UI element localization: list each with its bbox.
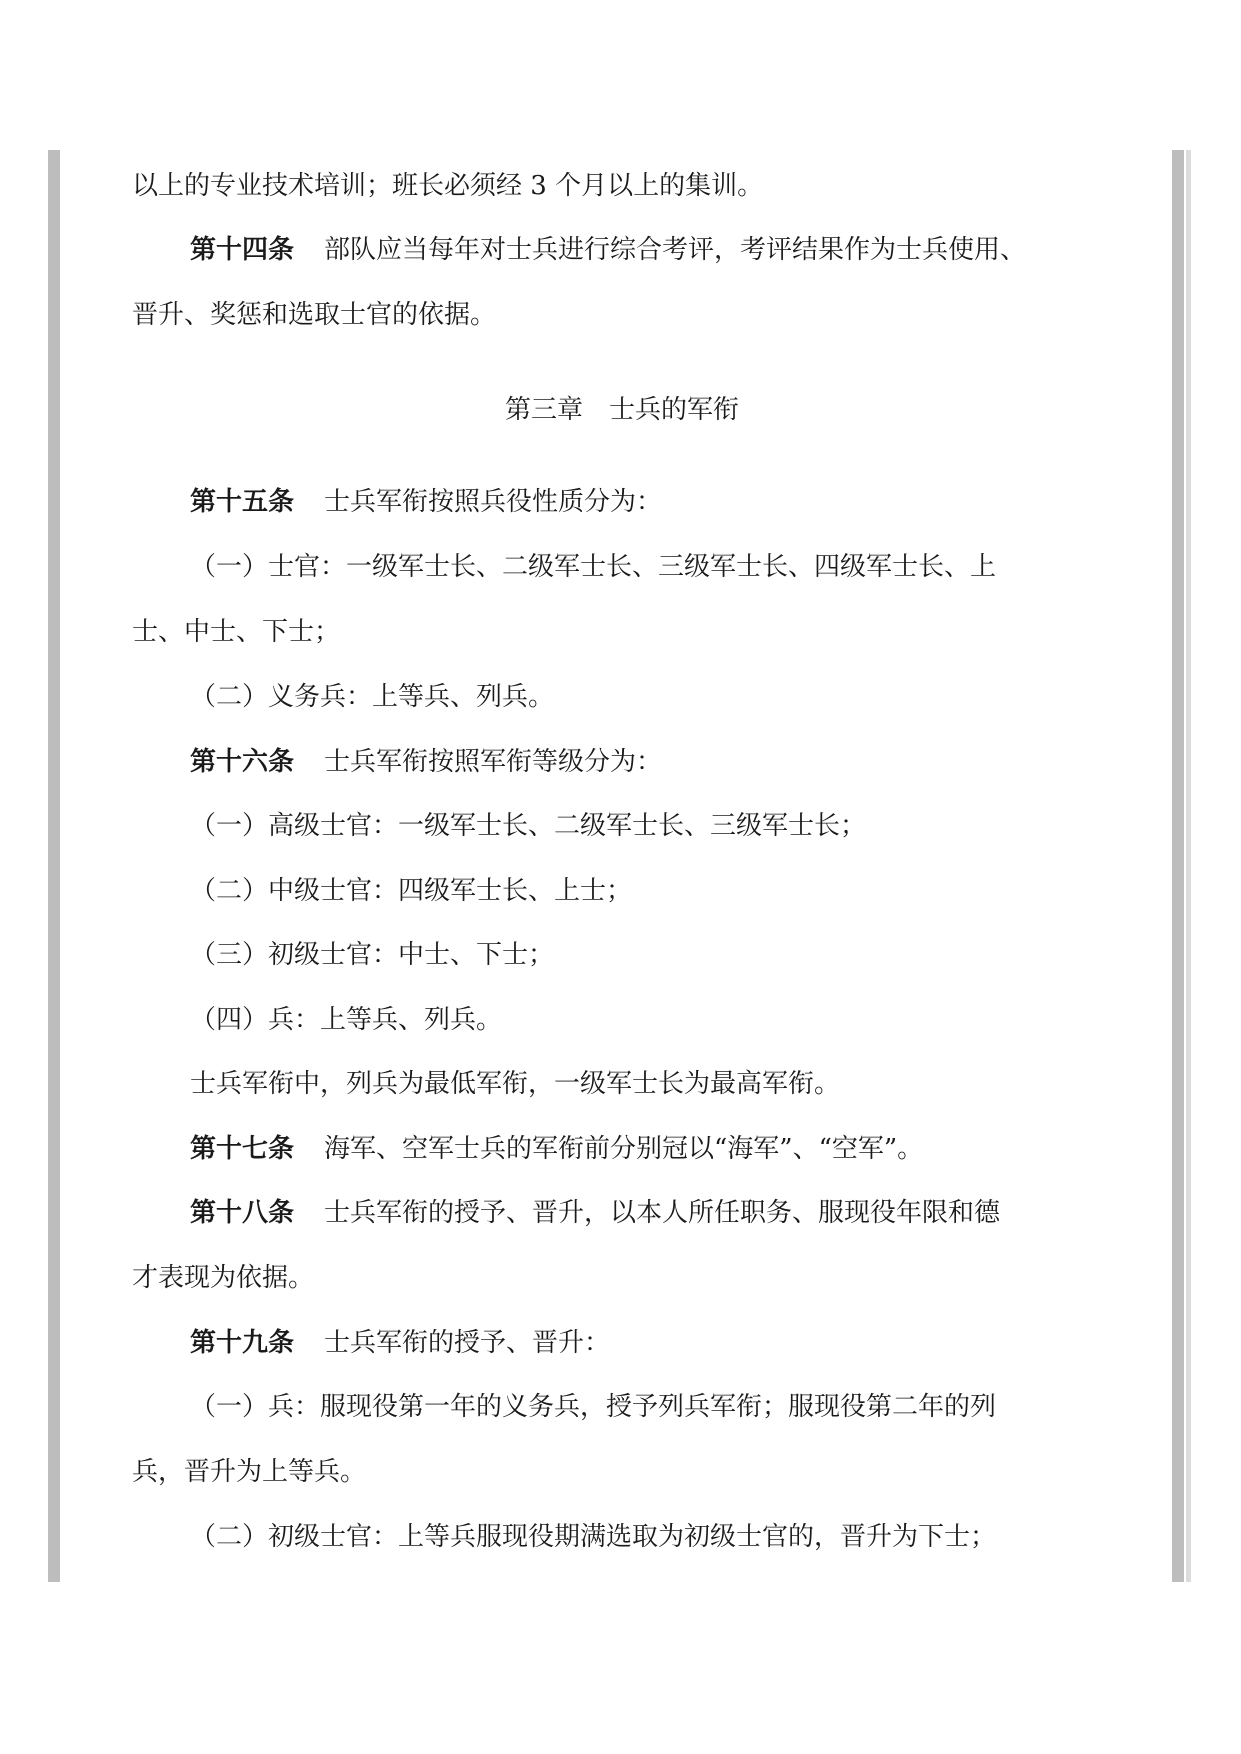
article-17 <box>190 1129 923 1169</box>
list-item <box>190 871 632 911</box>
article-18 <box>190 1193 1000 1233</box>
article-number: 第十四条 <box>190 235 295 265</box>
line-text: 才表现为依据。 <box>132 1263 315 1293</box>
line-text: （一）士官：一级军士长、二级军士长、三级军士长、四级军士长、上 <box>190 552 997 582</box>
line-text: （三）初级士官：中士、下士； <box>190 940 555 970</box>
list-item <box>190 806 866 846</box>
paragraph-line <box>132 1452 366 1492</box>
paragraph-line <box>190 1064 840 1104</box>
line-text: 士兵军衔的授予、晋升： <box>324 1328 611 1358</box>
line-text: 士、中士、下士； <box>132 617 341 647</box>
line-text: （二）初级士官：上等兵服现役期满选取为初级士官的，晋升为下士； <box>190 1522 997 1552</box>
right-margin-bar <box>1172 150 1184 1582</box>
line-text: （一）兵：服现役第一年的义务兵，授予列兵军衔；服现役第二年的列 <box>190 1392 997 1422</box>
line-text: 士兵军衔按照兵役性质分为： <box>324 487 663 517</box>
paragraph-line <box>132 1258 314 1298</box>
line-text: （四）兵：上等兵、列兵。 <box>190 1005 503 1035</box>
right-margin-bar-thin <box>1186 150 1191 1582</box>
list-item <box>190 1517 996 1557</box>
article-15 <box>190 482 662 522</box>
line-text: （二）义务兵：上等兵、列兵。 <box>190 682 555 712</box>
line-text: 海军、空军士兵的军衔前分别冠以“海军”、“空军”。 <box>324 1134 924 1164</box>
article-number: 第十七条 <box>190 1134 295 1164</box>
line-text: 以上的专业技术培训；班长必须经 3 个月以上的集训。 <box>132 171 764 201</box>
article-number: 第十六条 <box>190 747 295 777</box>
article-19 <box>190 1323 610 1363</box>
list-item <box>190 547 996 587</box>
list-item <box>190 1387 996 1427</box>
chapter-heading <box>132 390 1112 430</box>
paragraph-line <box>132 612 340 652</box>
line-text: 晋升、奖惩和选取士官的依据。 <box>132 300 497 330</box>
article-number: 第十九条 <box>190 1328 295 1358</box>
list-item <box>190 677 554 717</box>
article-16 <box>190 742 662 782</box>
paragraph-line <box>132 166 763 206</box>
left-margin-bar <box>48 150 60 1582</box>
line-text: 士兵军衔的授予、晋升，以本人所任职务、服现役年限和德 <box>324 1198 1001 1228</box>
list-item <box>190 1000 502 1040</box>
line-text: 兵，晋升为上等兵。 <box>132 1457 367 1487</box>
line-text: 士兵军衔中，列兵为最低军衔，一级军士长为最高军衔。 <box>190 1069 841 1099</box>
line-text: （一）高级士官：一级军士长、二级军士长、三级军士长； <box>190 811 867 841</box>
line-text: 部队应当每年对士兵进行综合考评，考评结果作为士兵使用、 <box>324 235 1027 265</box>
article-number: 第十五条 <box>190 487 295 517</box>
article-14 <box>190 230 1026 270</box>
article-number: 第十八条 <box>190 1198 295 1228</box>
paragraph-line <box>132 295 496 335</box>
chapter-title: 第三章 士兵的军衔 <box>504 395 739 425</box>
line-text: （二）中级士官：四级军士长、上士； <box>190 876 633 906</box>
line-text: 士兵军衔按照军衔等级分为： <box>324 747 663 777</box>
list-item <box>190 935 554 975</box>
